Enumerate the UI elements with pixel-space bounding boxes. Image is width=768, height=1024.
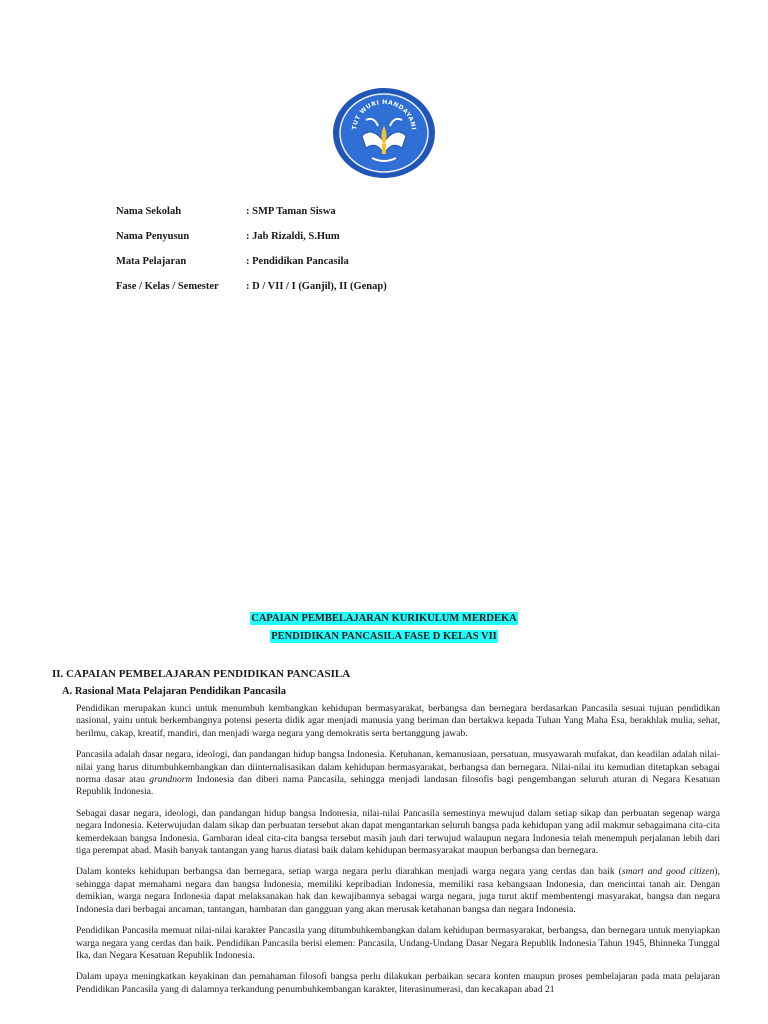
heading-line-2: PENDIDIKAN PANCASILA FASE D KELAS VII <box>271 631 497 642</box>
section-title: II. CAPAIAN PEMBELAJARAN PENDIDIKAN PANCASILA <box>52 668 351 680</box>
paragraph-1: Pendidikan merupakan kunci untuk menumbuh kembangkan kehidupan bermasyarakat, berbangsa dan bernegara berdasarkan Pancasila sesuai tujuan pendidikan nasional, yaitu untuk berkembangnya potensi peserta didik agar menjadi manusia yang beriman dan bertakwa kepada Tuhan Yang Maha Esa, berakhlak mulia, sehat, berilmu, cakap, kreatif, mandiri, dan menjadi warga negara yang demokratis serta bertanggung jawab. <box>76 703 720 739</box>
body-text <box>76 703 720 1005</box>
paragraph-4: Dalam konteks kehidupan berbangsa dan bernegara, setiap warga negara perlu diarahkan menjadi warga negara yang cerdas dan baik (smart and good citizen), sehingga dapat memahami negara dan bangsa Indonesia, memiliki kepribadian Indonesia, memiliki rasa kebangsaan Indonesia, dan mencintai tanah air. Dengan demikian, warga negara Indonesia dapat melaksanakan hak dan kewajibannya sebagai warga negara, juga turut aktif membentengi masyarakat, bangsa dan negara Indonesia dari berbagai ancaman, tantangan, hambatan dan gangguan yang akan merusak ketahanan bangsa dan negara Indonesia. <box>76 866 720 915</box>
info-value: : Pendidikan Pancasila <box>246 256 349 267</box>
info-row-subject <box>116 256 387 281</box>
school-emblem-logo <box>332 86 436 180</box>
info-label: Nama Penyusun <box>116 231 190 242</box>
paragraph-3: Sebagai dasar negara, ideologi, dan pandangan hidup bangsa Indonesia, nilai-nilai Pancasila semestinya mewujud dalam setiap sikap dan perbuatan segenap warga negara Indonesia. Keterwujudan dalam sikap dan perbuatan tersebut akan dapat mengantarkan seluruh bangsa pada kehidupan yang adil makmur sebagaimana cita-cita kemerdekaan bangsa Indonesia. Gambaran ideal cita-cita bangsa tersebut masih jauh dari terwujud walaupun negara Indonesia telah menempuh perjalanan lebih dari tiga perempat abad. Masih banyak tantangan yang harus diatasi baik dalam kehidupan bermasyarakat maupun berbangsa dan bernegara. <box>76 807 720 857</box>
info-value: : SMP Taman Siswa <box>246 206 336 217</box>
subsection-title: A. Rasional Mata Pelajaran Pendidikan Pancasila <box>62 686 287 697</box>
info-row-school <box>116 206 387 231</box>
info-value: : D / VII / I (Ganjil), II (Genap) <box>246 281 387 292</box>
info-label: Fase / Kelas / Semester <box>116 281 219 292</box>
info-row-author <box>116 231 387 256</box>
info-row-phase <box>116 281 387 306</box>
paragraph-6: Dalam upaya meningkatkan keyakinan dan pemahaman filosofi bangsa perlu dilakukan perbaikan secara konten maupun proses pembelajaran pada mata pelajaran Pendidikan Pancasila yang di dalamnya terkandung penumbuhkembangan karakter, literasinumerasi, dan kecakapan abad 21 <box>76 971 720 995</box>
info-label: Nama Sekolah <box>116 206 182 217</box>
document-info-block <box>116 206 387 306</box>
document-heading <box>0 612 768 648</box>
logo-motto: TUT WURI HANDAYANI <box>351 98 417 131</box>
paragraph-2: Pancasila adalah dasar negara, ideologi, dan pandangan hidup bangsa Indonesia. Ketuhanan, kemanusiaan, persatuan, musyawarah mufakat, dan keadilan adalah nilai-nilai yang harus ditumbuhkembangkan dan diinternalisasikan dalam kehidupan bermasyarakat, berbangsa dan bernegara. Nilai-nilai itu kemudian ditetapkan sebagai norma dasar atau grundnorm Indonesia dan diberi nama Pancasila, sehingga menjadi landasan filosofis bagi pengembangan seluruh aturan di Negara Kesatuan Republik Indonesia. <box>76 749 720 798</box>
paragraph-5: Pendidikan Pancasila memuat nilai-nilai karakter Pancasila yang ditumbuhkembangkan dalam kehidupan bermasyarakat, berbangsa, dan bernegara untuk menyiapkan warga negara yang cerdas dan baik. Pendidikan Pancasila berisi elemen: Pancasila, Undang-Undang Dasar Negara Republik Indonesia Tahun 1945, Bhinneka Tunggal Ika, dan Negara Kesatuan Republik Indonesia. <box>76 925 720 961</box>
info-label: Mata Pelajaran <box>116 256 187 267</box>
heading-line-1: CAPAIAN PEMBELAJARAN KURIKULUM MERDEKA <box>251 613 517 624</box>
info-value: : Jab Rizaldi, S.Hum <box>246 231 340 242</box>
